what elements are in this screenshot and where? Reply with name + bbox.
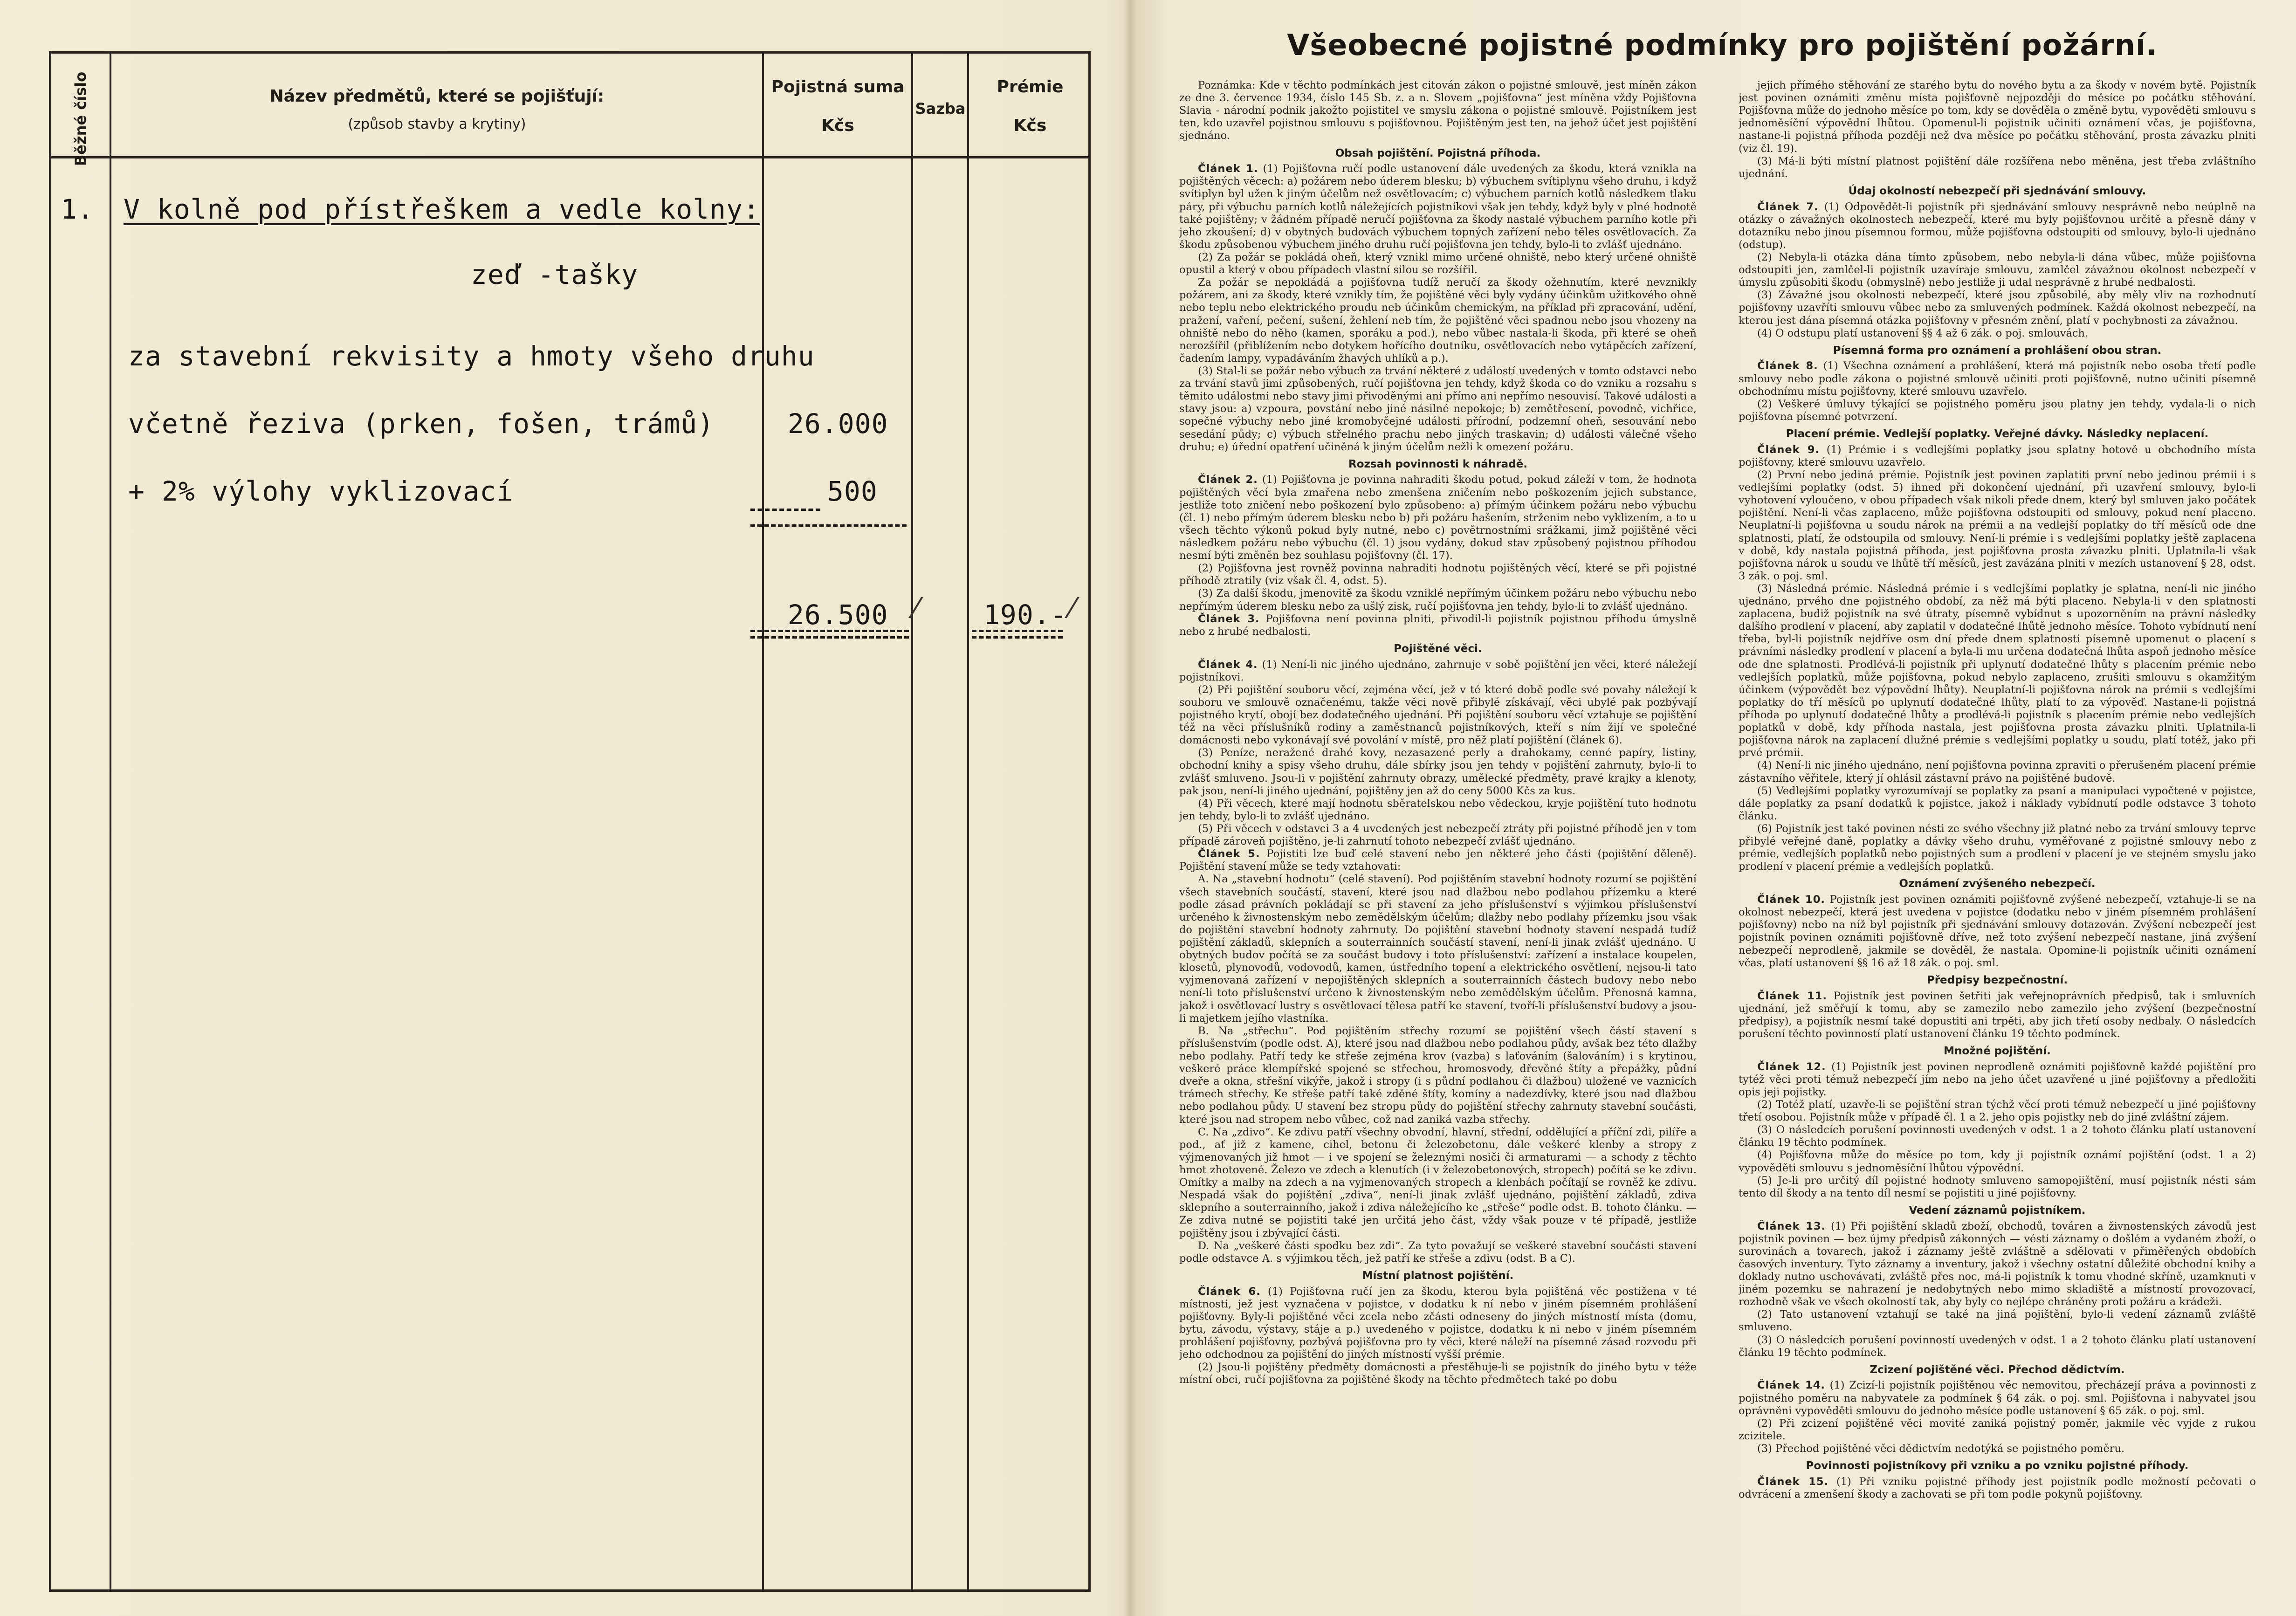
column-divider <box>110 54 111 1589</box>
item-line-5: + 2% výlohy vyklizovací <box>128 475 514 507</box>
header-premium: Prémie Kčs <box>997 77 1064 135</box>
premium-double-rule <box>972 636 1063 639</box>
header-rate: Sazba <box>915 100 966 117</box>
sum-rule <box>750 524 907 527</box>
header-name: Název předmětů, které se pojišťují: (způsob stavby a krytiny) <box>269 87 605 132</box>
conditions-column-right: jejich přímého stěhování ze starého bytu do nového bytu a za škody v novém bytě. Pojistník jest povinen oznámiti změnu místa pojišťovně nejpozději do měsíce po počátku stěhování. Pojišťovna může do jednoho měsíce po tom, kdy se dověděla o změně bytu, vypověděti smlouvu s jednoměsíční výpovědní lhůtou. Opomenul-li pojistník učiniti oznámení včas, je pojišťovna, nastane-li pojistná příhoda později než dva měsíce po počátku stěhování, prosta závazku plniti (viz čl. 19). (3) Má-li býti místní platnost pojištění dále rozšířena nebo měněna, jest třeba zvláštního ujednání. Údaj okolností nebezpečí při sjednávání smlouvy. Článek 7. (1) Odpovědět-li pojistník při sjednávání smlouvy nesprávně nebo neúplně na otázky o závažných okolnostech nebezpečí, které mu byly pojišťovnou určitě a přesně dány v dotazníku nebo jinou písemnou formou, může pojišťovna odstoupiti od smlouvy, bylo-li ujednáno (odstup). (2) Nebyla-li otázka dána tímto způsobem, nebo nebyla-li dána vůbec, může pojišťovna odstoupiti jen, zamlčel-li pojistník uzavíraje smlouvu, zamlčel závažnou okolnost nebezpečí v úmyslu způsobiti škodu (obmyslně) nebo jestliže ji udal nesprávně z hrubé nedbalosti. (3) Závažné jsou okolnosti nebezpečí, které jsou způsobilé, aby měly vliv na rozhodnutí pojišťovny uzavříti smlouvu vůbec nebo za smluvených podmínek. Každá okolnost nebezpečí, na kterou jest dána písemná otázka pojišťovny v přesném znění, platí v pochybnosti za závažnou. (4) O odstupu platí ustanovení §§ 4 až 6 zák. o poj. smlouvách. Písemná forma pro oznámení a prohlášení obou stran. Článek 8. (1) Všechna oznámení a prohlášení, která má pojistník nebo osoba třetí podle smlouvy nebo podle zákona o pojistné smlouvě učiniti proti pojišťovně, nutno učiniti písemně obchodnímu místu pojišťovny, které smlouvu uzavřelo. (2) Veškeré úmluvy týkající se pojistného poměru jsou platny jen tehdy, vydala-li o nich pojišťovna písemné potvrzení. Placení prémie. Vedlejší poplatky. Veřejné dávky. Následky neplacení. Článek 9. (1) Prémie i s vedlejšími poplatky jsou splatny hotově u obchodního místa pojišťovny, které smlouvu uzavřelo. (2) První nebo jediná prémie. Pojistník jest povinen zaplatiti první nebo jedinou prémii i s vedlejšími poplatky (odst. 5) ihned při dokončení ujednání, při uzavření smlouvy, bylo-li vyhotovení vyloučeno, v obou případech však nikoli přede dnem, který byl smluven jako počátek pojištění. Není-li včas zaplaceno, může pojišťovna odstoupiti od smlouvy, pokud není placeno. Neuplatní-li pojišťovna u soudu nárok na prémii a na vedlejší poplatky do tří měsíců ode dne splatnosti, platí, že odstoupila od smlouvy. Není-li prémie i s vedlejšími poplatky ještě zaplacena v době, kdy nastala pojistná příhoda, jest pojišťovna prosta závazku plniti. Uplatnila-li však pojišťovna nárok u soudu ve lhůtě tří měsíců, jest zavázána plniti v mezích ustanovení § 28, odst. 3 zák. o poj. sml. (3) Následná prémie. Následná prémie i s vedlejšími poplatky je splatna, není-li nic jiného ujednáno, prvého dne pojistného období, za něž má býti placeno. Nebyla-li v den splatnosti zaplacena, budiž pojistník na své útraty, písemně vybídnut s upozorněním na právní následky dalšího prodlení v placení, aby zaplatil v dodatečné lhůtě jednoho měsíce. Tohoto vybídnutí není třeba, byl-li pojistník nejdříve osm dní přede dnem splatnosti písemně upomenut o placení s právními následky prodlení v placení a byla-li mu určena dodatečná lhůta aspoň jednoho měsíce ode dne splatnosti. Prodlévá-li pojistník při uplynutí dodatečné lhůty s placením prémie nebo vedlejších poplatků, může pojišťovna, pokud nebylo zaplaceno, zrušiti smlouvu s okamžitým účinkem (výpovědět bez výpovědní lhůty). Neuplatní-li pojišťovna nárok na prémii s vedlejšími poplatky do tří měsíců po uplynutí dodatečné lhůty, platí to za výpověď. Nastane-li pojistná příhoda po uplynutí dodatečné lhůty a prodlévá-li pojistník s placením prémie nebo vedlejších poplatků v době, kdy příhoda nastala, jest pojišťovna prosta závazku plniti. Uplatnila-li pojišťovna nárok na zaplacení dlužné prémie s vedlejšími poplatky u soudu, platí totéž, jako při prvé prémii. (4) Není-li nic jiného ujednáno, není pojišťovna povinna zpraviti o přerušeném placení prémie zástavního věřitele, který jí ohlásil zástavní právo na pojištěné budově. (5) Vedlejšími poplatky vyrozumívají se poplatky za psaní a manipulaci vypočtené v pojistce, dále poplatky za psaní dodatků k pojistce, jakož i náklady vybídnutí podle odstavce 3 tohoto článku. (6) Pojistník jest také povinen nésti ze svého všechny již platné nebo za trvání smlouvy teprve přibylé veřejné daně, poplatky a dávky všeho druhu, vyměřované z pojistné smlouvy nebo z prémie, vedlejších poplatků nebo pojistných sum a prodlení v placení je ve stejném smyslu jako prodlení v placení prémie a vedlejších poplatků. Oznámení zvýšeného nebezpečí. Článek 10. Pojistník jest povinen oznámiti pojišťovně zvýšené nebezpečí, vztahuje-li se na okolnost nebezpečí, která jest uvedena v pojistce (dodatku nebo v jiném písemném prohlášení pojišťovny) nebo na níž byl pojistník při sjednávání smlouvy dotazován. Zvýšení nebezpečí jest pojistník povinen oznámiti pojišťovně dříve, než toto zvýšení nebezpečí nastane, jiná zvýšení nebezpečí neprodleně, jakmile se dověděl, že nastala. Opomine-li pojistník učiniti oznámení včas, platí ustanovení §§ 16 až 18 zák. o poj. sml. Předpisy bezpečnostní. Článek 11. Pojistník jest povinen šetřiti jak veřejnoprávních předpisů, tak i smluvních ujednání, jež směřují k tomu, aby se zamezilo nebo zamezilo jeho zvýšení (bezpečnostní předpisy), a pojistník nesmí také dopustiti ani trpěti, aby jich třetí osoby nedbaly. O následcích porušení těchto povinností platí ustanovení článku 19 těchto podmínek. Množné pojištění. Článek 12. (1) Pojistník jest povinen neprodleně oznámiti pojišťovně každé pojištění pro tytéž věci proti témuž nebezpečí jím nebo na jeho účet uzavřené u jiné pojišťovny a předložiti opis jeji pojistky. (2) Totéž platí, uzavře-li se pojištění stran týchž věcí proti témuž nebezpečí u jiné pojišťovny třetí osobou. Pojistník může v případě čl. 1 a 2. jeho opis pojistky neb do jiné zvláštní zájem. (3) O následcích porušení povinnosti uvedených v odst. 1 a 2 tohoto článku platí ustanovení článku 19 těchto podmínek. (4) Pojišťovna může do měsíce po tom, kdy ji pojistník oznámí pojištění (odst. 1 a 2) vypověděti smlouvu s jednoměsíční lhůtou výpovědní. (5) Je-li pro určitý díl pojistné hodnoty smluveno samopojištění, musí pojistník nésti sám tento díl škody a na tento díl nesmí se pojistiti u jiné pojišťovny. Vedení záznamů pojistníkem. Článek 13. (1) Při pojištění skladů zboží, obchodů, továren a živnostenských závodů jest pojistník povinen — bez újmy předpisů zákonných — vésti záznamy o došlém a vydaném zboží, o surovinách a tovarech, jakož i záznamy ještě zvláštně a sdělovati v přiměřených obdobích časových inventury. Tyto záznamy a inventury, jakož i všechny ostatní důležité obchodní knihy a doklady nutno uschovávati, zvláště přes noc, má-li pojistník k tomu vhodné skříně, uzamknuti v jiném pozemku se nahrazení je nedobytných nebo mimo skladiště a místností provozovací, rozhodně však ve všech okolností tak, aby byly co nejlépe chráněny proti požáru a krádeži. (2) Tato ustanovení vztahují se také na jiná pojištění, bylo-li vedení záznamů zvláště smluveno. (3) O následcích porušení povinností uvedených v odst. 1 a 2 tohoto článku platí ustanovení článku 19 těchto podmínek. Zcizení pojištěné věci. Přechod dědictvím. Článek 14. (1) Zcizí-li pojistník pojištěnou věc nemovitou, přecházejí práva a povinnosti z pojistného poměru na nabyvatele za podmínek § 64 zák. o poj. sml. Pojišťovna i nabyvatel jsou oprávněni vypověděti smlouvu do jednoho měsíce podle ustanovení § 65 zák. o poj. sml. (2) Při zcizení pojištěné věci movité zaniká pojistný poměr, jakmile věc vyjde z rukou zcizitele. (3) Přechod pojištěné věci dědictvím nedotýká se pojistného poměru. Povinnosti pojistníkovy při vzniku a po vzniku pojistné příhody. Článek 15. (1) Při vzniku pojistné příhody jest pojistník podle možností pečovati o odvrácení a zmenšení škody a zachovati se při tom podle pokynů pojišťovny. <box>1739 79 2256 1500</box>
total-double-rule <box>750 630 909 632</box>
page-fold <box>1123 0 1137 1616</box>
item-line-2: zeď -tašky <box>471 259 639 290</box>
header-serial: Běžné číslo <box>72 71 89 166</box>
header-divider <box>51 156 1088 158</box>
conditions-title: Všeobecné pojistné podmínky pro pojištění požární. <box>1287 28 2158 62</box>
check-mark: ⁄ <box>914 592 919 625</box>
item-line-1: V kolně pod přístřeškem a vedle kolny: <box>124 193 760 225</box>
premium-total: 190.- <box>983 599 1067 631</box>
sum-extra: 500 <box>827 475 878 507</box>
sum-total: 26.500 <box>788 599 888 631</box>
check-mark: ⁄ <box>1070 592 1075 625</box>
column-divider <box>762 54 764 1589</box>
total-double-rule <box>750 636 909 639</box>
row-number: 1. <box>61 193 94 225</box>
insured-items-table <box>49 51 1091 1592</box>
header-sum: Pojistná suma Kčs <box>771 77 905 135</box>
conditions-column-left: Poznámka: Kde v těchto podmínkách jest citován zákon o pojistné smlouvě, jest míněn zákon ze dne 3. července 1934, číslo 145 Sb. z. a n. Slovem „pojišťovna“ jest míněna vždy Pojišťovna Slavia - národní podnik jakožto pojistitel ve smyslu zákona o pojistné smlouvě. Pojistníkem jest ten, kdo uzavřel pojistnou smlouvu s pojišťovnou. Pojištěným jest ten, na jehož účet jest pojištění sjednáno. Obsah pojištění. Pojistná příhoda. Článek 1. (1) Pojišťovna ručí podle ustanovení dále uvedených za škodu, která vznikla na pojištěných věcech: a) požárem nebo úderem blesku; b) výbuchem svítiplynu všeho druhu, i když svítiplyn byl užen k jiným účelům než osvětlovacím; c) výbuchem parních kotlů následkem tlaku páry, při výbuchu parních kotlů náležejících pojistníkovi však jen tehdy, když byly v plné hodnotě také pojištěny; v žádném případě neručí pojišťovna za škody nastalé výbuchem parního kotle při jeho zkoušení; d) v obytných budovách výbuchem topných zařízení nebo těles osvětlovacích. Za škodu způsobenou výbuchem jiného druhu ručí pojišťovna jen tehdy, bylo-li to zvlášť ujednáno. (2) Za požár se pokládá oheň, který vznikl mimo určené ohniště, nebo který určené ohniště opustil a který v obou případech vlastní silou se rozšířil. Za požár se nepokládá a pojišťovna tudíž neručí za škody ožehnutím, které nevznikly požárem, ani za škody, které vznikly tím, že pojištěné věci byly vydány účinkům užitkového ohně nebo teplu nebo elektrického proudu neb účinkům chemickým, na příklad při zpracování, udění, pražení, vaření, pečení, sušení, žehlení neb tím, že pojištěné věci spadnou nebo jsou vhozeny na ohniště nebo do něho (kamen, sporáku a pod.), nebo vůbec nastala-li škoda, při které se oheň nerozšířil (přiblížením nebo dotykem hořícího doutníku, osvětlovacích nebo vytápěcích zařízení, čadením lampy, vypadáváním žhavých uhlíků a p.). (3) Stal-li se požár nebo výbuch za trvání některé z událostí uvedených v tomto odstavci nebo za trvání stavů jimi způsobených, ručí pojišťovna jen tehdy, když škoda co do vzniku a rozsahu s těmito událostmi nebo stavy jimi přivoděnými ani přímo ani nepřímo nesouvisí. Takové události a stavy jsou: a) vzpoura, povstání nebo jiné násilné nepokoje; b) zemětřesení, povodně, vichřice, sopečné výbuchy nebo jiné kromobyčejné události přírodní, podzemní oheň, sesouvání nebo sesedání půdy; c) výbuch střelného prachu nebo jiných traskavin; d) události válečné všeho druhu; e) úřední opatření učiněná k jiným účelům nežli k omezení požáru. Rozsah povinnosti k náhradě. Článek 2. (1) Pojišťovna je povinna nahraditi škodu potud, pokud záleží v tom, že hodnota pojištěných věcí byla zmařena nebo zmenšena zničením nebo poškozením jejich substance, jestliže toto zničení nebo poškození bylo způsobeno: a) přímým účinkem požáru nebo výbuchu (čl. 1) nebo přímým úderem blesku nebo b) při požáru hašením, strženim nebo vyklizením, a to u všech těchto výkonů pokud byly nutné, nebo c) povětrnostními srážkami, jimž pojištěné věci následkem požáru nebo výbuchu (čl. 1) jsou vydány, dokud stav způsobený pojistnou příhodou nesmí býti změněn bez souhlasu pojišťovny (čl. 17). (2) Pojišťovna jest rovněž povinna nahraditi hodnotu pojištěných věcí, které se při pojistné příhodě ztratily (viz však čl. 4, odst. 5). (3) Za další škodu, jmenovitě za škodu vzniklé nepřímým účinkem požáru nebo výbuchu nebo nepřímým úderem blesku nebo za ušlý zisk, ručí pojišťovna jen tehdy, bylo-li to zvlášť ujednáno. Článek 3. Pojišťovna není povinna plniti, přivodil-li pojistník pojistnou příhodu úmyslně nebo z hrubé nedbalosti. Pojištěné věci. Článek 4. (1) Není-li nic jiného ujednáno, zahrnuje v sobě pojištění jen věci, které náležejí pojistníkovi. (2) Při pojištění souboru věcí, zejména věcí, jež v té které době podle své povahy náležejí k souboru ve smlouvě označenému, takže věci nově přibylé získávají, věci ubylé pak pozbývají pojistného krytí, obojí bez dodatečného ujednání. Při pojištění souboru věcí vztahuje se pojištění též na věci příslušníků rodiny a zaměstnanců pojistníkových, kteří s ním žijí ve společné domácnosti nebo vykonávají své povolání v místě, pro něž platí pojištění (článek 6). (3) Peníze, neražené drahé kovy, nezasazené perly a drahokamy, cenné papíry, listiny, obchodní knihy a spisy všeho druhu, dále sbírky jsou jen tehdy v pojištění zahrnuty, bylo-li to zvlášť smluveno. Jsou-li v pojištění zahrnuty obrazy, umělecké předměty, pravé krajky a klenoty, pak jsou, není-li jiného ujednání, pojištěny jen až do ceny 5000 Kčs za kus. (4) Při věcech, které mají hodnotu sběratelskou nebo vědeckou, kryje pojištění tuto hodnotu jen tehdy, bylo-li to zvlášť ujednáno. (5) Při věcech v odstavci 3 a 4 uvedených jest nebezpečí ztráty při pojistné příhodě jen v tom případě zároveň pojištěno, je-li zahrnutí tohoto nebezpečí zvlášť ujednáno. Článek 5. Pojistiti lze buď celé stavení nebo jen některé jeho části (pojištění děleně). Pojištění stavení může se tedy vztahovati: A. Na „stavební hodnotu“ (celé stavení). Pod pojištěním stavební hodnoty rozumí se pojištění všech stavebních součástí, stavení, které jsou nad dlažbou nebo podlahou přízemku a které podle zásad právních pokládají se při stavení za jeho příslušenství s výjimkou příslušenství určeného k živnostenským nebo zemědělským účelům; dlažby nebo podlahy přízemku jsou však do pojištění stavební hodnoty zahrnuty. Do pojištění stavební hodnoty stavení nespadá tudíž pojištění základů, sklepních a souterrainních součástí stavení, není-li jinak zvlášť ujednáno. U obytných budov počítá se za součást budovy i toto příslušenství: zařízení a instalace koupelen, klosetů, plynovodů, vodovodů, kamen, ústředního topení a elektrického osvětlení, nejsou-li tato vyjmenovaná zařízení v nepojištěných sklepních a souterrainních částech budovy nebo nebo není-li toto příslušenství určeno k živnostenským nebo zemědělským účelům. Přenosná kamna, jakož i osvětlovací lustry s osvětlovací tělesa patří ke stavení, tvoří-li příslušenství budovy a jsou-li majetkem jejího vlastníka. B. Na „střechu“. Pod pojištěním střechy rozumí se pojištění všech částí stavení s příslušenstvím (podle odst. A), které jsou nad dlažbou nebo podlahou půdy, avšak bez této dlažby nebo podlahy. Patří tedy ke střeše zejména krov (vazba) s laťováním (šalováním) i s krytinou, veškeré práce klempířské spojené se střechou, hromosvody, dřevěné štíty a přepážky, půdní dveře a okna, střešní vikýře, jakož i stropy (i s půdní podlahou či dlažbou) uložené ve vaznicích trámech střechy. Ke střeše patří také zděné štíty, komíny a nadezdívky, které jsou nad dlažbou nebo podlahou půdy. U stavení bez stropu půdy do pojištění střechy zahrnuty stavební součásti, které jsou nad stropem nebo vůbec, což nad zaniká vazba střechy. C. Na „zdivo“. Ke zdivu patří všechny obvodní, hlavní, střední, oddělující a příční zdi, pilíře a pod., ať již z kamene, cihel, betonu či železobetonu, dále veškeré klenby a stropy z výjmenovaných již hmot — i ve spojení se železnými nosiči či armaturami — a schody z těchto hmot zhotovené. Železo ve zdech a klenutích (i v železobetonových, stropech) počítá se ke zdivu. Omítky a malby na zdech a na vyjmenovaných stropech a klenbách počítají se rovněž ke zdivu. Nespadá však do pojištění „zdiva“, není-li jinak zvlášť ujednáno, pojištění základů, zdiva sklepního a souterrainního, jakož i zdiva náležejícího ke „střeše“ podle odst. B. tohoto článku. — Ze zdiva nutné se pojistiti také jen určitá jeho část, vždy však pouze v té případě, jestliže pojištěny jsou i zbývající části. D. Na „veškeré části spodku bez zdi“. Za tyto považují se veškeré stavební součásti stavení podle odstavce A. s výjimkou těch, jež patří ke střeše a zdivu (odst. B a C). Místní platnost pojištění. Článek 6. (1) Pojišťovna ručí jen za škodu, kterou byla pojištěná věc postižena v té místnosti, jež jest vyznačena v pojistce, v dodatku k ní nebo v jiném písemném prohlášení pojišťovny. Byly-li pojištěné věci zcela nebo zčásti odneseny do jiných místností místa (domu, bytu, závodu, výstavy, stáje a p.) uvedeného v pojistce, dodatku k ni nebo v jiném písemném prohlášení pojišťovny, pozbývá pojišťovna pro ty věci, které náleží na písemné zásad rozvodu při jeho odchodnou za pojištění do jiných místností vyšší prémie. (2) Jsou-li pojištěny předměty domácnosti a přestěhuje-li se pojistník do jiného bytu v téže místní obci, ručí pojišťovna za pojištěné škody na těchto předmětech také po dobu <box>1179 79 1697 1386</box>
conditions-page <box>1179 28 2265 1603</box>
sum-rule <box>750 509 820 511</box>
sum-amount: 26.000 <box>788 408 888 440</box>
item-line-4: včetně řeziva (prken, fošen, trámů) <box>128 408 715 440</box>
column-divider <box>911 54 913 1589</box>
column-divider <box>967 54 969 1589</box>
item-line-3: za stavební rekvisity a hmoty všeho druhu <box>128 340 815 372</box>
premium-double-rule <box>972 630 1063 632</box>
